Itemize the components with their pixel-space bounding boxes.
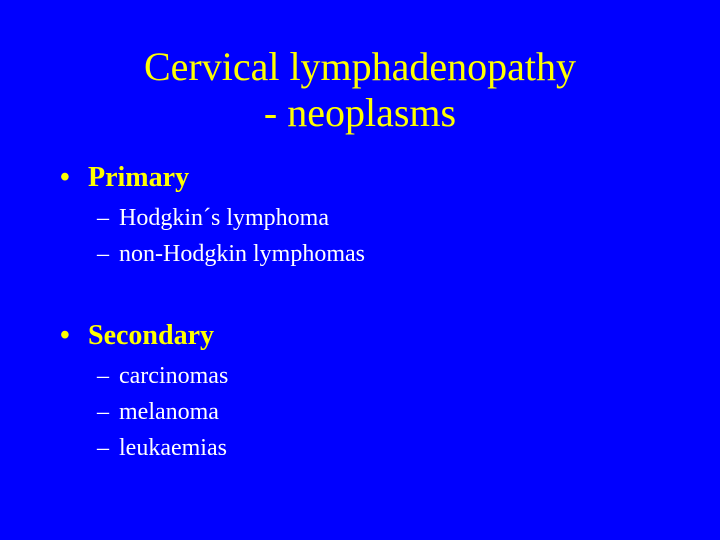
item-text: non-Hodgkin lymphomas	[119, 241, 365, 267]
dash: –	[97, 399, 109, 425]
item-text: melanoma	[119, 399, 219, 425]
dash: –	[97, 241, 109, 267]
title-line-2: - neoplasms	[263, 90, 457, 135]
heading-secondary: Secondary	[88, 320, 214, 351]
list-item	[97, 395, 219, 429]
list-item	[97, 237, 365, 271]
list-item	[97, 359, 228, 393]
item-text: Hodgkin´s lymphoma	[119, 205, 329, 231]
bullet-secondary	[60, 320, 214, 352]
bullet-dot: •	[60, 162, 70, 193]
heading-primary: Primary	[88, 162, 190, 193]
bullet-dot: •	[60, 320, 70, 351]
title-line-1: Cervical lymphadenopathy	[143, 44, 577, 89]
slide-title	[0, 44, 720, 136]
dash: –	[97, 363, 109, 389]
list-item	[97, 201, 329, 235]
dash: –	[97, 205, 109, 231]
list-item	[97, 431, 227, 465]
item-text: carcinomas	[119, 363, 229, 389]
item-text: leukaemias	[119, 435, 227, 461]
bullet-primary	[60, 162, 189, 194]
dash: –	[97, 435, 109, 461]
